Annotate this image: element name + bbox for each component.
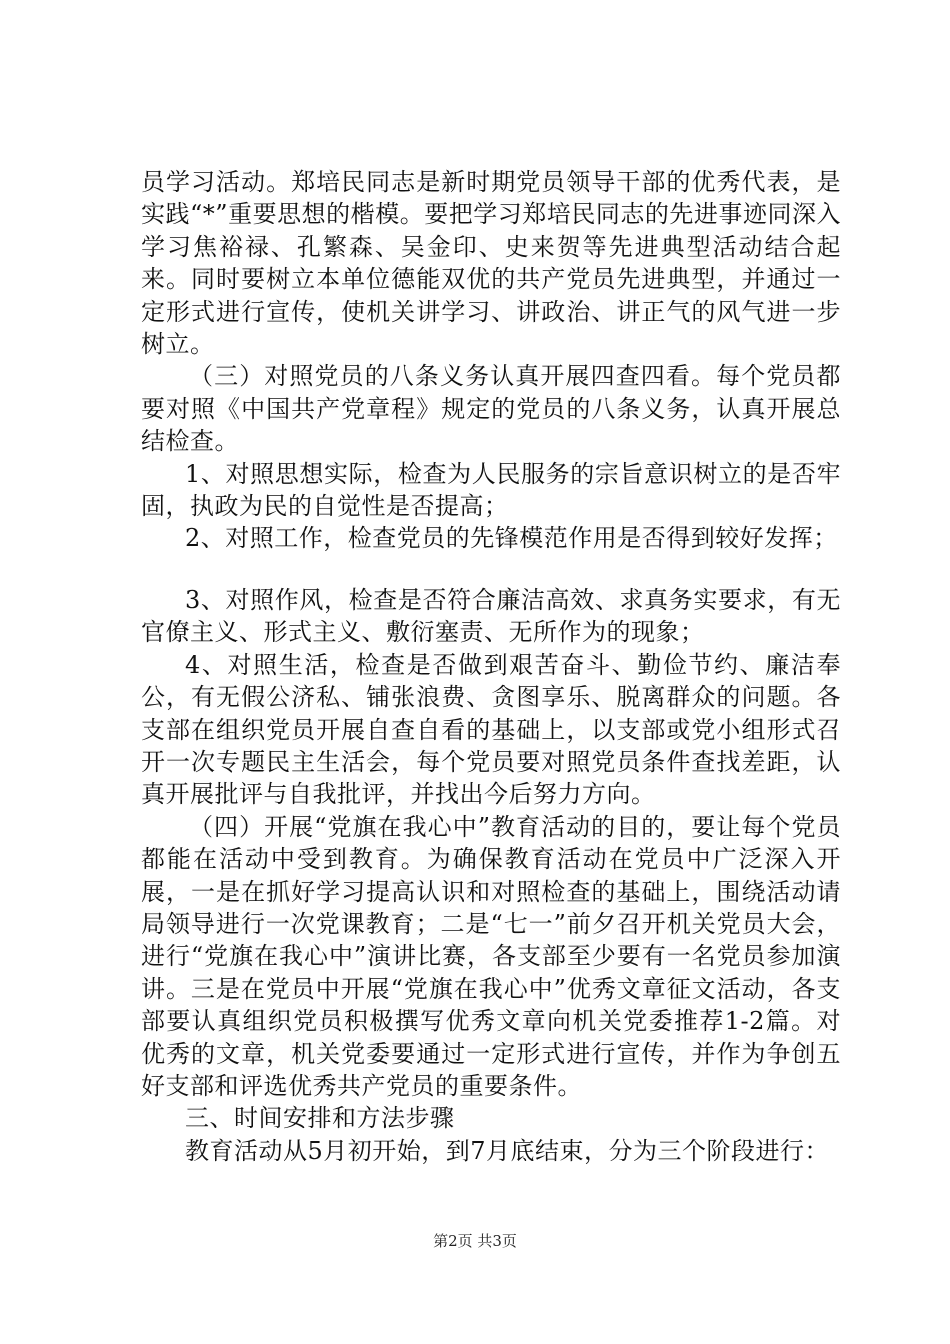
paragraph-section-four: （四）开展“党旗在我心中”教育活动的目的，要让每个党员都能在活动中受到教育。为确保教育活动在党员中广泛深入开展，一是在抓好学习提高认识和对照检查的基础上，围绕活动请局领导进行一次党课教育；二是“七一”前夕召开机关党员大会，进行“党旗在我心中”演讲比赛，各支部至少要有一名党员参加演讲。三是在党员中开展“党旗在我心中”优秀文章征文活动，各支部要认真组织党员积极撰写优秀文章向机关党委推荐1-2篇。对优秀的文章，机关党委要通过一定形式进行宣传，并作为争创五好支部和评选优秀共产党员的重要条件。 — [141, 812, 841, 1100]
paragraph-item-2: 2、对照工作，检查党员的先锋模范作用是否得到较好发挥； — [185, 524, 838, 553]
paragraph-schedule: 教育活动从5月初开始，到7月底结束，分为三个阶段进行： — [185, 1136, 830, 1165]
paragraph-item-3: 3、对照作风，检查是否符合廉洁高效、求真务实要求，有无官僚主义、形式主义、敷衍塞责、无所作为的现象； — [141, 585, 841, 647]
document-body — [141, 166, 841, 1167]
paragraph-section-three: （三）对照党员的八条义务认真开展四查四看。每个党员都要对照《中国共产党章程》规定的党员的八条义务，认真开展总结检查。 — [141, 362, 841, 456]
page-number-footer: 第2页 共3页 — [433, 1232, 517, 1250]
paragraph-item-4: 4、对照生活，检查是否做到艰苦奋斗、勤俭节约、廉洁奉公，有无假公济私、铺张浪费、贪图享乐、脱离群众的问题。各支部在组织党员开展自查自看的基础上，以支部或党小组形式召开一次专题民主生活会，每个党员要对照党员条件查找差距，认真开展批评与自我批评，并找出今后努力方向。 — [141, 650, 841, 809]
paragraph-study-activity: 员学习活动。郑培民同志是新时期党员领导干部的优秀代表，是实践“*”重要思想的楷模。要把学习郑培民同志的先进事迹同深入学习焦裕禄、孔繁森、吴金印、史来贺等先进典型活动结合起来。同时要树立本单位德能双优的共产党员先进典型，并通过一定形式进行宣传，使机关讲学习、讲政治、讲正气的风气进一步树立。 — [141, 168, 841, 359]
paragraph-item-1: 1、对照思想实际，检查为人民服务的宗旨意识树立的是否牢固，执政为民的自觉性是否提高； — [141, 459, 841, 521]
section-heading-schedule: 三、时间安排和方法步骤 — [185, 1104, 455, 1133]
